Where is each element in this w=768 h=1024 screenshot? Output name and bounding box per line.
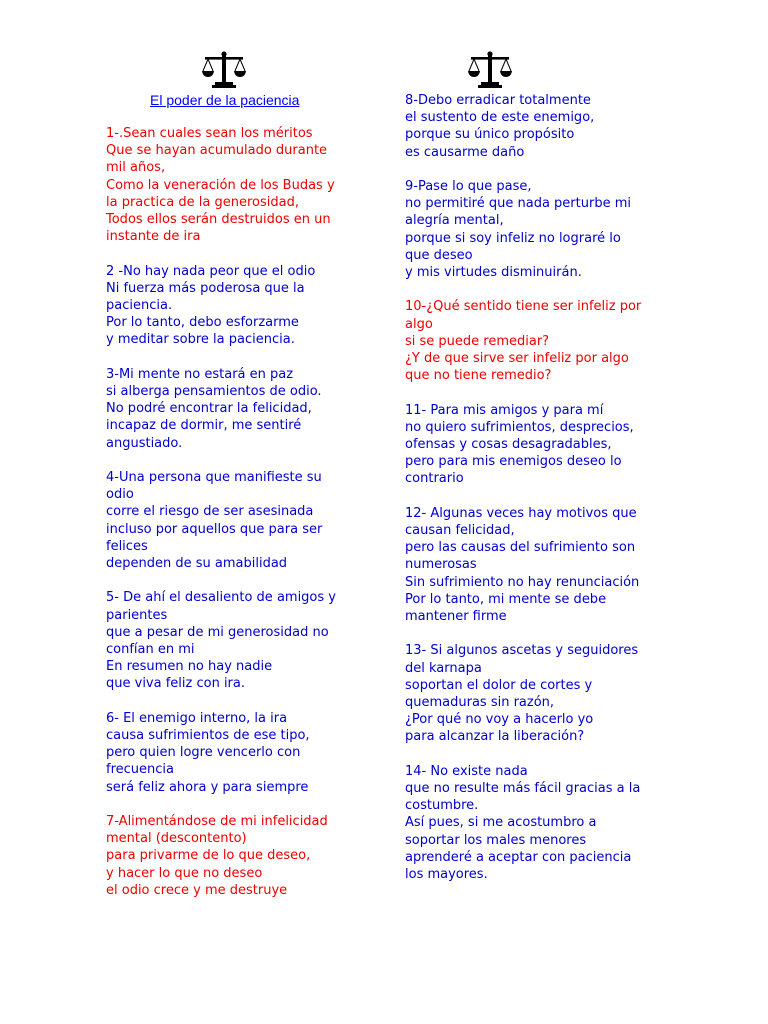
verse-right-1 xyxy=(405,92,675,161)
verse-line: mantener firme xyxy=(405,609,507,625)
verse-line: ¿Y de que sirve ser infeliz por algo xyxy=(405,351,629,367)
verse-line: quemaduras sin razón, xyxy=(405,695,555,711)
verse-right-3 xyxy=(405,298,675,384)
verse-line: soportar los males menores xyxy=(405,832,587,848)
verse-line: frecuencia xyxy=(106,762,174,778)
verse-line: 2 -No hay nada peor que el odio xyxy=(106,263,316,279)
verse-left-6 xyxy=(106,710,374,796)
verse-line: Por lo tanto, mi mente se debe xyxy=(405,591,607,607)
verse-line: alegría mental, xyxy=(405,213,504,229)
verse-line: costumbre. xyxy=(405,798,479,814)
left-column xyxy=(106,50,374,916)
verse-right-5 xyxy=(405,505,675,625)
verse-line: y hacer lo que no deseo xyxy=(106,865,263,881)
verse-line: 8-Debo erradicar totalmente xyxy=(405,93,591,108)
verse-line: y meditar sobre la paciencia. xyxy=(106,332,295,348)
verse-line: aprenderé a aceptar con paciencia xyxy=(405,849,632,865)
verse-line: 12- Algunas veces hay motivos que xyxy=(405,505,637,521)
verse-line: porque si soy infeliz no lograré lo xyxy=(405,230,621,246)
page-title: El poder de la paciencia xyxy=(150,92,300,108)
right-scale-wrap xyxy=(405,50,575,92)
verse-line: felices xyxy=(106,538,148,554)
verse-line: incluso por aquellos que para ser xyxy=(106,521,323,537)
verse-left-3 xyxy=(106,366,374,452)
verse-line: el sustento de este enemigo, xyxy=(405,110,595,126)
verse-line: 3-Mi mente no estará en paz xyxy=(106,366,294,382)
verse-line: 14- No existe nada xyxy=(405,763,528,779)
verse-line: Todos ellos serán destruidos en un xyxy=(106,212,331,228)
verse-line: que no resulte más fácil gracias a la xyxy=(405,781,641,797)
balance-scale-icon xyxy=(467,50,513,90)
verse-line: Como la veneración de los Budas y xyxy=(106,177,335,193)
verse-line: es causarme daño xyxy=(405,144,525,160)
right-verses xyxy=(405,92,675,883)
verse-right-7 xyxy=(405,763,675,883)
verse-line: soportan el dolor de cortes y xyxy=(405,677,593,693)
left-scale-wrap xyxy=(106,50,342,90)
verse-line: que viva feliz con ira. xyxy=(106,676,246,692)
verse-line: del karnapa xyxy=(405,660,482,676)
right-column xyxy=(405,50,675,900)
verse-line: 5- De ahí el desaliento de amigos y xyxy=(106,590,336,606)
verse-line: mil años, xyxy=(106,160,166,176)
verse-line: numerosas xyxy=(405,557,477,573)
verse-line: pero las causas del sufrimiento son xyxy=(405,540,636,556)
verse-line: los mayores. xyxy=(405,867,488,883)
verse-line: el odio crece y me destruye xyxy=(106,882,288,898)
verse-line: y mis virtudes disminuirán. xyxy=(405,265,582,281)
verse-right-2 xyxy=(405,178,675,281)
verse-line: ¿Por qué no voy a hacerlo yo xyxy=(405,712,594,728)
left-verses xyxy=(106,125,374,899)
verse-line: No podré encontrar la felicidad, xyxy=(106,401,312,417)
verse-right-4 xyxy=(405,402,675,488)
verse-line: Por lo tanto, debo esforzarme xyxy=(106,315,299,331)
verse-line: que a pesar de mi generosidad no xyxy=(106,624,329,640)
verse-line: parientes xyxy=(106,607,168,623)
verse-line: no quiero sufrimientos, desprecios, xyxy=(405,419,634,435)
verse-line: 6- El enemigo interno, la ira xyxy=(106,710,288,726)
verse-line: 1-.Sean cuales sean los méritos xyxy=(106,126,313,141)
verse-line: la practica de la generosidad, xyxy=(106,194,299,210)
verse-line: que no tiene remedio? xyxy=(405,368,552,384)
verse-left-5 xyxy=(106,589,374,692)
verse-line: causa sufrimientos de ese tipo, xyxy=(106,728,310,744)
verse-line: 10-¿Qué sentido tiene ser infeliz por xyxy=(405,299,642,315)
verse-line: para privarme de lo que deseo, xyxy=(106,848,311,864)
verse-line: 11- Para mis amigos y para mí xyxy=(405,402,604,418)
verse-line: si se puede remediar? xyxy=(405,333,550,349)
verse-line: porque su único propósito xyxy=(405,127,575,143)
verse-line: 13- Si algunos ascetas y seguidores xyxy=(405,643,639,659)
verse-line: confían en mi xyxy=(106,642,195,658)
verse-line: algo xyxy=(405,316,433,332)
verse-line: pero quien logre vencerlo con xyxy=(106,745,301,761)
verse-line: ofensas y cosas desagradables, xyxy=(405,437,612,453)
verse-line: paciencia. xyxy=(106,298,173,314)
verse-right-6 xyxy=(405,642,675,745)
verse-line: instante de ira xyxy=(106,229,201,245)
verse-line: dependen de su amabilidad xyxy=(106,556,288,572)
verse-line: Que se hayan acumulado durante xyxy=(106,143,328,159)
verse-left-7 xyxy=(106,813,374,899)
verse-line: Sin sufrimiento no hay renunciación xyxy=(405,574,640,590)
balance-scale-icon xyxy=(201,50,247,90)
verse-left-1 xyxy=(106,125,374,245)
verse-line: angustiado. xyxy=(106,435,183,451)
verse-line: causan felicidad, xyxy=(405,523,515,539)
verse-line: no permitiré que nada perturbe mi xyxy=(405,196,631,212)
verse-line: para alcanzar la liberación? xyxy=(405,729,585,745)
verse-line: que deseo xyxy=(405,247,473,263)
verse-line: será feliz ahora y para siempre xyxy=(106,779,309,795)
verse-line: contrario xyxy=(405,471,464,487)
verse-line: 7-Alimentándose de mi infelicidad xyxy=(106,814,328,830)
verse-line: En resumen no hay nadie xyxy=(106,659,273,675)
verse-line: pero para mis enemigos deseo lo xyxy=(405,454,622,470)
verse-line: Así pues, si me acostumbro a xyxy=(405,815,597,831)
verse-left-2 xyxy=(106,263,374,349)
verse-line: mental (descontento) xyxy=(106,831,247,847)
verse-line: 4-Una persona que manifieste su xyxy=(106,470,322,486)
verse-line: si alberga pensamientos de odio. xyxy=(106,384,322,400)
verse-line: odio xyxy=(106,487,134,503)
verse-line: 9-Pase lo que pase, xyxy=(405,179,532,194)
verse-line: Ni fuerza más poderosa que la xyxy=(106,280,305,296)
verse-line: incapaz de dormir, me sentiré xyxy=(106,418,302,434)
verse-line: corre el riesgo de ser asesinada xyxy=(106,504,314,520)
verse-left-4 xyxy=(106,469,374,572)
